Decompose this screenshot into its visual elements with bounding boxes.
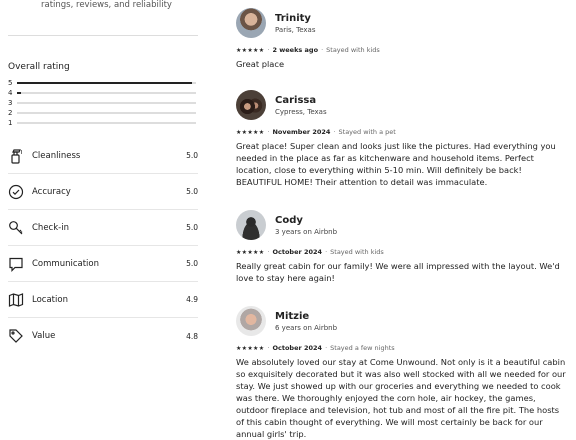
review-text: We absolutely loved our stay at Come Unwound. Not only is it a beautiful cabin so exquisitely decorated but it was also well stocked with all we needed for our stay. We just showed up with our groceries and everything we needed to cook was there. We thoroughly enjoyed the corn hole, air hockey, the games, outdoor fireplace and television, hot tub and most of all the fire pit. The hosts of this cabin thought of everything. We will most certainly be back for our annual girls' trip.	[236, 357, 566, 439]
rating-bar-track	[17, 112, 196, 114]
separator-dot: ·	[333, 128, 336, 136]
separator-dot: ·	[267, 46, 270, 54]
reviewer-subtitle: 6 years on Airbnb	[275, 323, 338, 332]
review-item	[236, 208, 568, 284]
star-rating: ★★★★★	[236, 128, 265, 136]
category-score: 4.9	[186, 295, 198, 304]
stay-type: Stayed with a pet	[338, 128, 396, 136]
reviewer-info	[275, 215, 337, 236]
spray-bottle-icon	[8, 148, 24, 164]
rating-bar-fill	[17, 82, 192, 84]
rating-summary	[8, 0, 198, 432]
category-accuracy	[8, 174, 198, 210]
map-icon	[8, 292, 24, 308]
avatar[interactable]	[236, 210, 266, 240]
rating-bar-label: 3	[8, 99, 13, 107]
review-header	[236, 88, 568, 122]
rating-bar-track	[17, 82, 196, 84]
review-text: Great place! Super clean and looks just like the pictures. Had everything you needed in the place as far as kitchenware and household items. Perfect location, close to everything within 5-10 min. Will definitely be back! BEAUTIFUL HOME! Their attention to detail was immaculate.	[236, 141, 556, 187]
rating-bar-5	[8, 78, 198, 88]
stay-type: Stayed with kids	[330, 248, 384, 256]
review-text: Really great cabin for our family! We were all impressed with the layout. We'd love to stay here again!	[236, 261, 560, 283]
message-icon	[8, 256, 24, 272]
review-header	[236, 208, 568, 242]
reviewer-info	[275, 95, 327, 116]
rating-bar-label: 4	[8, 89, 13, 97]
avatar[interactable]	[236, 8, 266, 38]
category-label: Check-in	[32, 222, 69, 233]
category-score: 5.0	[186, 259, 198, 268]
reviewer-subtitle: 3 years on Airbnb	[275, 227, 338, 236]
overall-rating-title: Overall rating	[8, 62, 70, 72]
category-location	[8, 282, 198, 318]
review-meta	[236, 128, 568, 136]
star-rating: ★★★★★	[236, 344, 265, 352]
rating-bar-2	[8, 108, 198, 118]
review-item	[236, 304, 568, 440]
category-label: Communication	[32, 258, 99, 269]
stay-type: Stayed a few nights	[330, 344, 395, 352]
reviewer-info	[275, 311, 337, 332]
rating-bar-label: 5	[8, 79, 13, 87]
category-check-in	[8, 210, 198, 246]
rating-bar-track	[17, 102, 196, 104]
category-label: Cleanliness	[32, 150, 81, 161]
category-score: 5.0	[186, 151, 198, 160]
key-icon	[8, 220, 24, 236]
review-date: November 2024	[272, 128, 331, 136]
separator-dot: ·	[267, 248, 270, 256]
review-text: Great place	[236, 59, 285, 69]
review-meta	[236, 248, 568, 256]
rating-bar-label: 1	[8, 119, 13, 127]
rating-bar-3	[8, 98, 198, 108]
review-date: 2 weeks ago	[272, 46, 319, 54]
separator-dot: ·	[267, 128, 270, 136]
category-label: Accuracy	[32, 186, 71, 197]
separator-dot: ·	[325, 344, 328, 352]
review-date: October 2024	[272, 248, 323, 256]
category-score: 5.0	[186, 223, 198, 232]
rating-bar-label: 2	[8, 109, 13, 117]
avatar[interactable]	[236, 90, 266, 120]
category-label: Value	[32, 331, 56, 341]
summary-caption: ratings, reviews, and reliability	[41, 0, 172, 10]
divider	[8, 35, 198, 36]
category-score: 5.0	[186, 187, 198, 196]
rating-bar-1	[8, 118, 198, 128]
category-label: Location	[32, 294, 68, 305]
review-meta	[236, 46, 568, 54]
reviewer-name[interactable]: Trinity	[275, 12, 311, 24]
separator-dot: ·	[267, 344, 270, 352]
star-rating: ★★★★★	[236, 46, 265, 54]
reviewer-subtitle: Cypress, Texas	[275, 107, 327, 116]
review-header	[236, 304, 568, 338]
review-item	[236, 88, 568, 188]
check-circle-icon	[8, 184, 24, 200]
category-communication	[8, 246, 198, 282]
rating-bar-fill	[17, 92, 21, 94]
tag-icon	[8, 328, 24, 344]
reviewer-name[interactable]: Carissa	[275, 94, 317, 106]
separator-dot: ·	[321, 46, 324, 54]
reviewer-subtitle: Paris, Texas	[275, 25, 316, 34]
rating-distribution	[8, 78, 198, 128]
review-date: October 2024	[272, 344, 323, 352]
category-value	[8, 318, 198, 354]
reviewer-name[interactable]: Mitzie	[275, 310, 310, 322]
star-rating: ★★★★★	[236, 248, 265, 256]
reviewer-info	[275, 13, 315, 34]
category-cleanliness	[8, 138, 198, 174]
review-item	[236, 6, 568, 70]
rating-bar-4	[8, 88, 198, 98]
review-meta	[236, 344, 568, 352]
reviewer-name[interactable]: Cody	[275, 214, 303, 226]
rating-bar-track	[17, 92, 196, 94]
stay-type: Stayed with kids	[326, 46, 380, 54]
avatar[interactable]	[236, 306, 266, 336]
review-header	[236, 6, 568, 40]
category-score: 4.8	[186, 331, 198, 341]
separator-dot: ·	[325, 248, 328, 256]
rating-bar-track	[17, 122, 196, 124]
category-ratings	[8, 138, 198, 354]
